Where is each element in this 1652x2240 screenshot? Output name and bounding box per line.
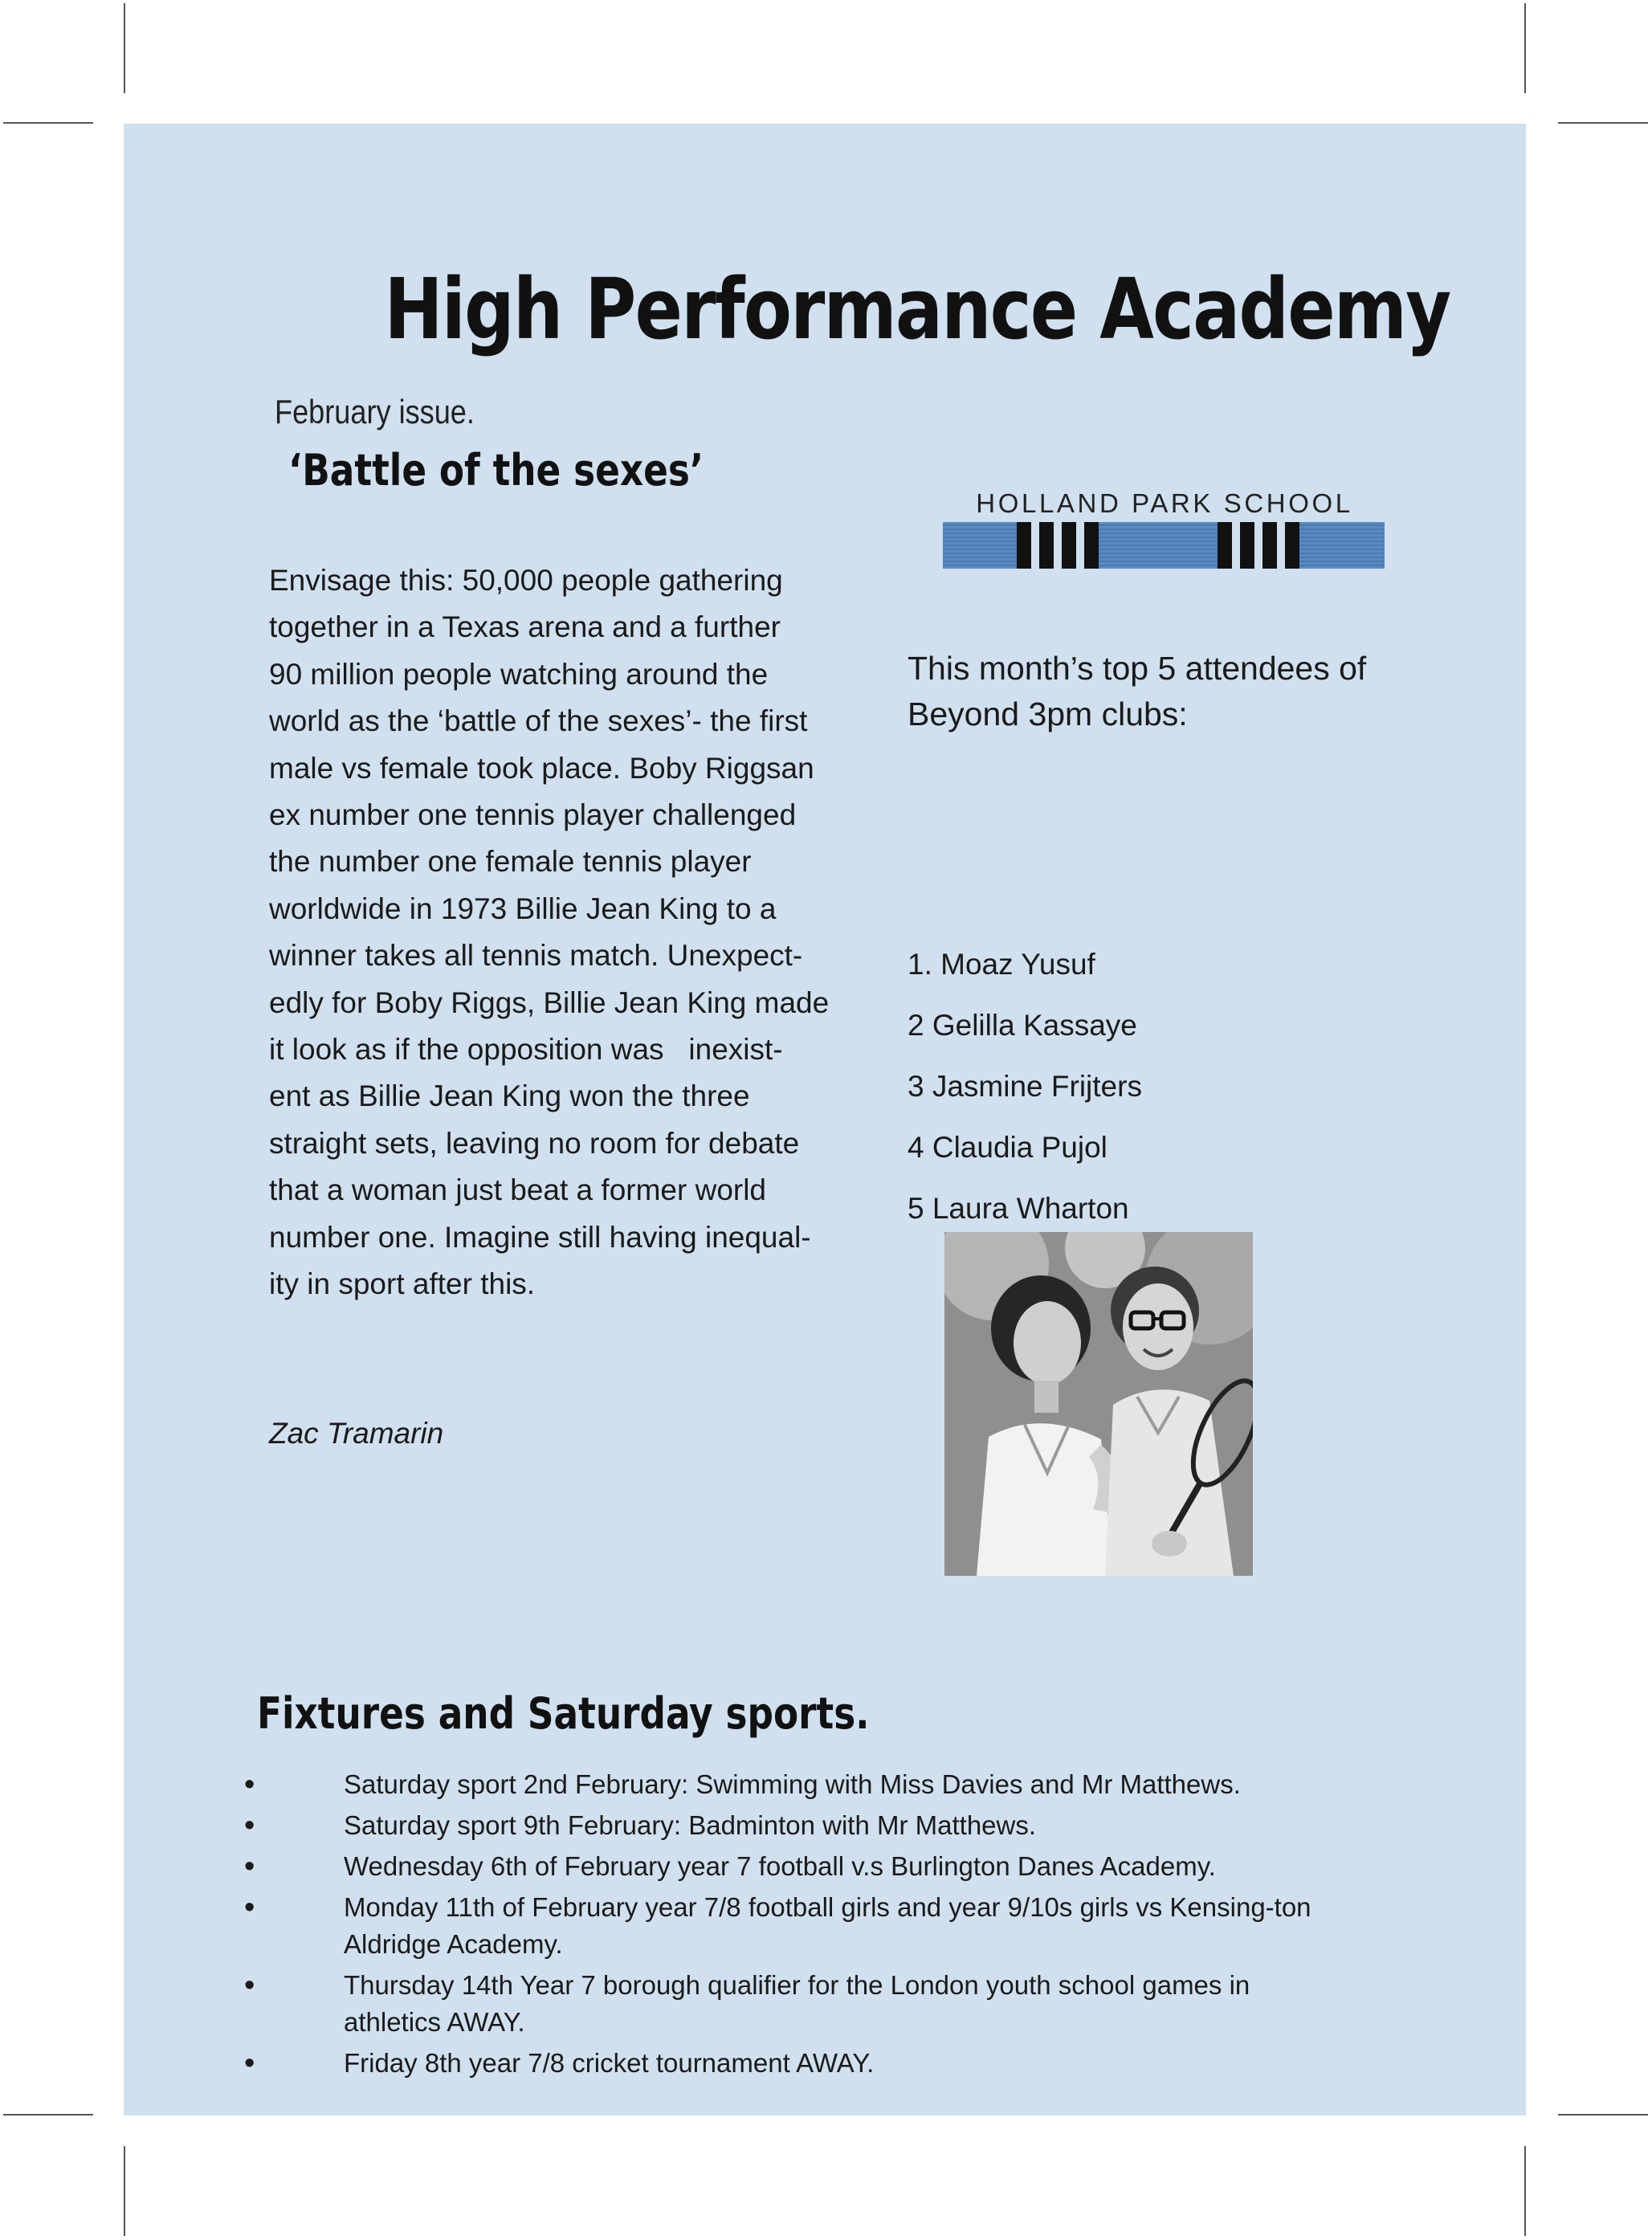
article-line: world as the ‘battle of the sexes’- the first [269,704,808,738]
list-item [244,2045,1465,2082]
fixture-text: Monday 11th of February year 7/8 football girls and year 9/10s girls vs Kensing-ton Aldridge Academy. [344,1892,1311,1959]
fixture-text: Thursday 14th Year 7 borough qualifier for the London youth school games in athletics AWAY. [344,1970,1250,2037]
bullet-icon: • [244,1809,255,1842]
article-line: ent as Billie Jean King won the three [269,1079,750,1113]
list-item: 1. Moaz Yusuf [908,948,1095,981]
fixtures-heading: Fixtures and Saturday sports. [257,1688,870,1739]
crop-mark [3,122,93,124]
fixture-text: Friday 8th year 7/8 cricket tournament AWAY. [344,2048,875,2078]
fixtures-list [244,1766,1465,2086]
list-item [244,1967,1465,2041]
crop-mark [124,3,125,93]
list-item: 5 Laura Wharton [908,1192,1129,1225]
crop-mark [1558,2114,1648,2116]
article-line: the number one female tennis player [269,845,752,879]
school-logo-mark [1017,522,1099,569]
list-item [244,1848,1465,1885]
article-headline: ‘Battle of the sexes’ [288,445,704,496]
article-line: worldwide in 1973 Billie Jean King to a [269,892,777,925]
fixture-text: Saturday sport 2nd February: Swimming with Miss Davies and Mr Matthews. [344,1769,1241,1799]
bullet-icon: • [244,1850,255,1883]
list-item: 2 Gelilla Kassaye [908,1009,1137,1042]
newsletter-page [124,124,1526,2116]
school-logo-bar [943,522,1385,569]
list-item: 4 Claudia Pujol [908,1131,1107,1164]
crop-mark [124,2146,125,2236]
list-item [244,1807,1465,1844]
article-line: ex number one tennis player challenged [269,798,797,832]
issue-label: February issue. [275,393,475,430]
article-line: it look as if the opposition was inexist- [269,1033,783,1067]
attendees-heading: This month’s top 5 attendees of Beyond 3pm clubs: [908,650,1367,732]
fixture-text: Wednesday 6th of February year 7 football v.s Burlington Danes Academy. [344,1851,1216,1881]
article-line: number one. Imagine still having inequal- [269,1220,811,1254]
list-item [244,1889,1465,1963]
article-line: 90 million people watching around the [269,657,769,691]
attendees-list [908,941,1142,1246]
crop-mark [1524,2146,1526,2236]
article-author: Zac Tramarin [269,1417,444,1450]
article-body [269,557,863,1308]
bullet-icon: • [244,1891,255,1924]
fixture-text: Saturday sport 9th February: Badminton with Mr Matthews. [344,1810,1037,1840]
article-line: ity in sport after this. [269,1267,536,1301]
page-title: High Performance Academy [384,260,1450,358]
article-line: edly for Boby Riggs, Billie Jean King made [269,985,830,1019]
school-logo-mark [1218,522,1299,569]
bullet-icon: • [244,2046,255,2080]
crop-mark [1558,122,1648,124]
crop-mark [3,2114,93,2116]
list-item [244,1766,1465,1803]
article-line: Envisage this: 50,000 people gathering [269,564,783,597]
article-line: winner takes all tennis match. Unexpect- [269,939,803,973]
article-line: straight sets, leaving no room for debate [269,1126,800,1160]
school-logo-text: HOLLAND PARK SCHOOL [976,488,1353,518]
article-line: male vs female took place. Boby Riggsan [269,751,814,785]
school-logo [943,490,1386,569]
bullet-icon: • [244,1969,255,2002]
article-line: that a woman just beat a former world [269,1173,767,1207]
article-line: together in a Texas arena and a further [269,610,781,644]
crop-mark [1524,3,1526,93]
bullet-icon: • [244,1768,255,1801]
photo-illustration [944,1232,1253,1576]
list-item: 3 Jasmine Frijters [908,1070,1142,1103]
tennis-players-photo [944,1232,1253,1576]
